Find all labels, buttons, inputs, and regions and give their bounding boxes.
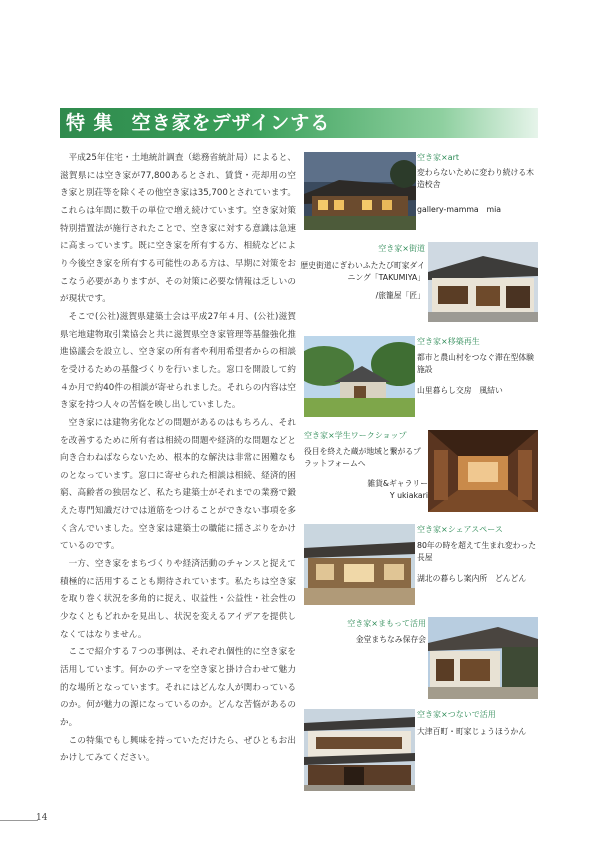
case-tag: 空き家×街道 (378, 244, 425, 253)
case-tag: 空き家×学生ワークショップ (304, 431, 407, 440)
case-tag: 空き家×シェアスペース (417, 525, 503, 534)
body-text-column (60, 150, 296, 768)
body-paragraph: 一方、空き家をまちづくりや経済活動のチャンスと捉えて積極的に活用することも期待されています。私たちは空き家を取り巻く状況を多角的に捉え、収益性・公益性・社会性の少なくともどれかを見出し、状況を変えるアイデアを提供しなくてはなりません。 (60, 559, 296, 640)
case-photo-gallery (304, 152, 416, 230)
body-paragraph: ここで紹介する７つの事例は、それぞれ個性的に空き家を活用しています。何かのテーマを空き家と掛け合わせて魅力的な場所となっています。それにはどんな人が関わっているのか。何が魅力の源になっているのか。どんな苦悩があるのか。 (60, 647, 296, 728)
case-photo-kondou (428, 617, 538, 699)
body-paragraph: 平成25年住宅・土地統計調査（総務省統計局）によると、滋賀県には空き家が77,800あるとされ、賃貸・売却用の空き家と別荘等を除くその他空き家は35,700とされています。これらは年間に数千の単位で増え続けています。空き家対策特別措置法が施行されたことで、空き家に対する意識は急速に高まっています。既に空き家を所有する方、相続などにより今後空き家を所有する可能性のある方は、早期に対策をおこなう必要がありますが、その対策に必要な情報は乏しいのが現状です。 (60, 153, 296, 305)
footer-rule (0, 820, 38, 821)
case-name: 金堂まちなみ保存会 (355, 635, 426, 644)
case-description: 役目を終えた蔵が地域と繋がるプラットフォームへ (304, 447, 421, 468)
case-photo-takumiya (428, 242, 538, 322)
body-paragraph: 空き家には建物劣化などの問題があるのはもちろん、それを改善するために所有者は相続の問題や経済的な問題などと向き合わねばならないため、根本的な解決は非常に困難なものとなっています。窓口に寄せられた相談は相続、経済的困窮、高齢者の独居など、私たち建築士がそれまでの業務で鍛えた専門知識だけでは道筋をつけることができない事項を多く含んでいました。空き家は建築士の職能に揺さぶりをかけているのです。 (60, 417, 296, 552)
feature-title-text: 空き家をデザインする (131, 112, 331, 134)
case-photo-kazeyui (304, 336, 415, 417)
page-number: 14 (36, 813, 48, 823)
case-name: /旅籠屋「匠」 (375, 291, 425, 300)
case-tag: 空き家×移築再生 (417, 337, 480, 346)
case-description: 変わらないために変わり続ける木造校舎 (417, 168, 534, 189)
case-description: 都市と農山村をつなぐ滞在型体験施設 (417, 353, 534, 374)
case-name: 雑貨&ギャラリー Y ukiakari (367, 479, 428, 500)
case-tag: 空き家×まもって活用 (347, 619, 426, 628)
case-tag: 空き家×つないで活用 (417, 710, 496, 719)
case-description: 80年の時を超えて生まれ変わった長屋 (417, 541, 536, 562)
case-name: 湖北の暮らし案内所 どんどん (417, 574, 527, 583)
case-name: gallery-mamma mia (417, 205, 502, 214)
case-photo-otsu (304, 709, 415, 791)
case-photo-yukiakari (428, 430, 538, 512)
case-description: 歴史街道にぎわいふたたび町家ダイニング「TAKUMIYA」 (300, 261, 425, 282)
case-name: 山里暮らし交房 風結い (417, 386, 503, 395)
feature-title (66, 111, 330, 135)
case-photo-dondon (304, 524, 415, 605)
body-paragraph: そこで(公社)滋賀県建築士会は平成27年４月、(公社)滋賀県宅地建物取引業協会と共に滋賀県空き家管理等基盤強化推進協議会を設立し、空き家の所有者や利用希望者からの相談を受けるための基盤づくりを行いました。窓口を開設して約４か月で約40件の相談が寄せられました。それらの内容は空き家を持つ人々の苦悩を映し出していました。 (60, 311, 296, 411)
feature-kind-label: 特 集 (66, 112, 114, 134)
body-paragraph: この特集でもし興味を持っていただけたら、ぜひともお出かけしてみてください。 (60, 735, 296, 764)
case-tag: 空き家×art (417, 153, 460, 162)
case-name: 大津百町・町家じょうほうかん (417, 727, 527, 736)
